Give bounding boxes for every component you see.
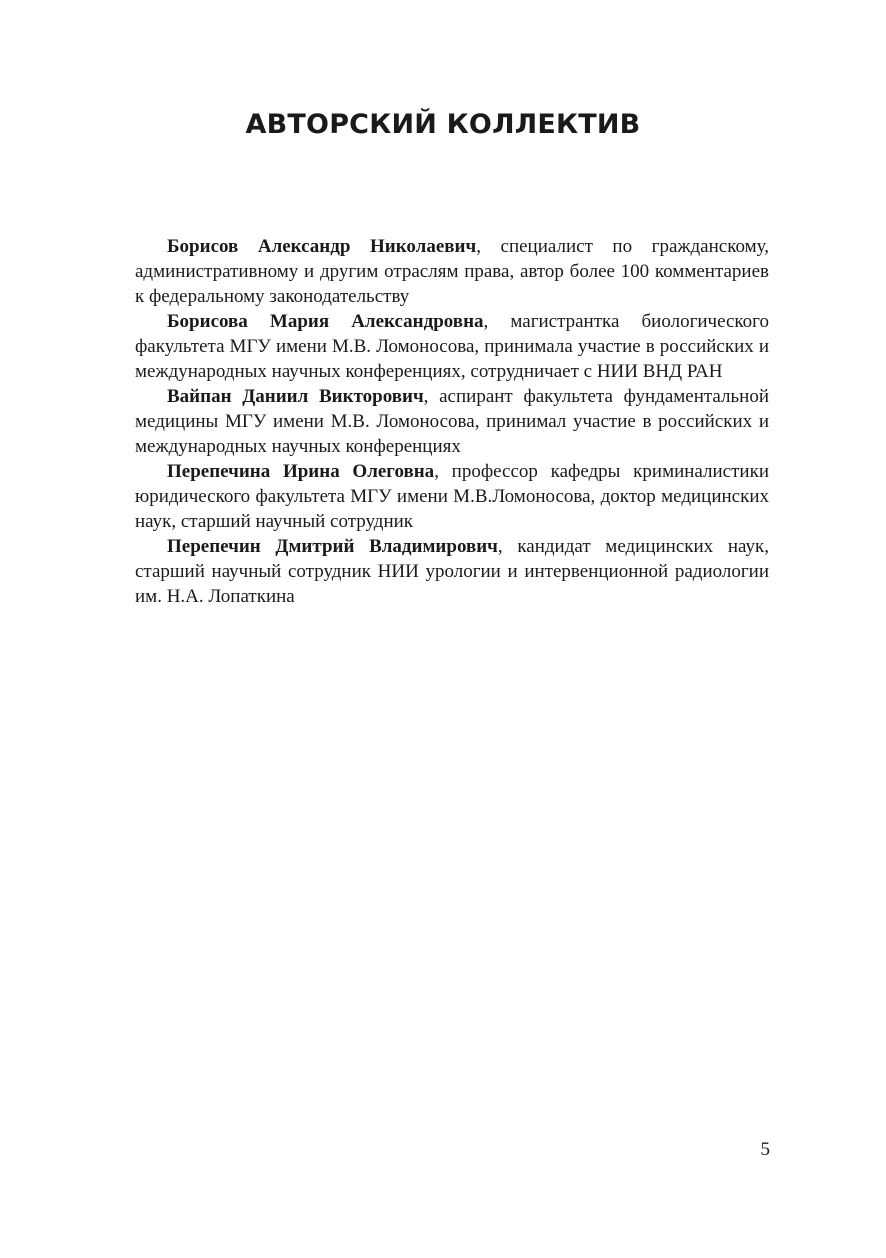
author-name: Борисов Александр Николаевич bbox=[167, 236, 477, 257]
author-description: , магистрантка биологического факультета МГУ имени М.В. Ломоносова, принимала участие в российских и международных научных конференциях, сотрудничает с НИИ ВНД РАН bbox=[135, 311, 770, 382]
author-description: , профессор кафедры криминалистики юридического факультета МГУ имени М.В.Ломоносова, доктор медицинских наук, старший научный сотрудник bbox=[135, 461, 769, 532]
author-entry bbox=[135, 234, 769, 309]
author-list bbox=[135, 234, 769, 609]
author-description: , аспирант факультета фундаментальной медицины МГУ имени М.В. Ломоносова, принимал участие в российских и международных научных конференциях bbox=[135, 386, 769, 457]
author-name: Вайпан Даниил Викторович bbox=[167, 386, 424, 407]
author-entry bbox=[135, 384, 769, 459]
author-entry bbox=[135, 534, 769, 609]
page-number: 5 bbox=[760, 1139, 770, 1160]
author-description: , кандидат медицинских наук, старший научный сотрудник НИИ урологии и интервенционной радиологии им. Н.А. Лопаткина bbox=[135, 536, 769, 607]
author-description: , специалист по гражданскому, административному и другим отраслям права, автор более 100 комментариев к федеральному законодательству bbox=[135, 236, 769, 307]
author-name: Перепечина Ирина Олеговна bbox=[167, 461, 435, 482]
author-entry bbox=[135, 309, 769, 384]
author-name: Перепечин Дмитрий Владимирович bbox=[167, 536, 498, 557]
page-title: АВТОРСКИЙ КОЛЛЕКТИВ bbox=[245, 109, 641, 140]
author-entry bbox=[135, 459, 769, 534]
author-name: Борисова Мария Александровна bbox=[167, 311, 484, 332]
